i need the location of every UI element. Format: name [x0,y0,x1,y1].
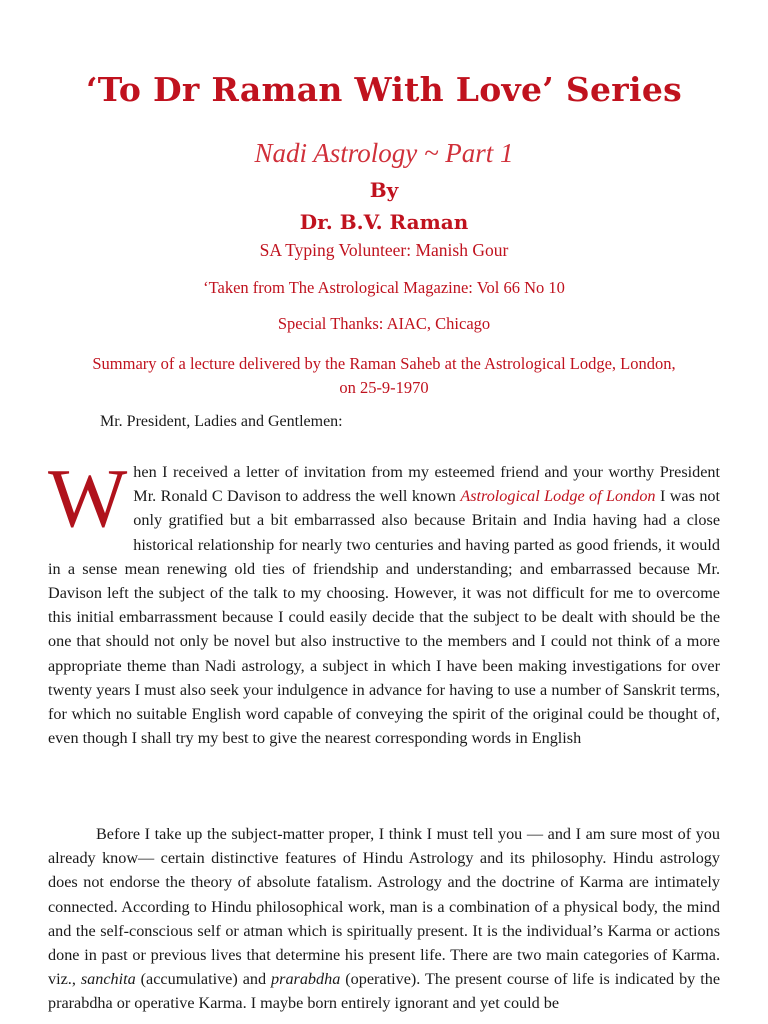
summary-line-2: on 25-9-1970 [339,378,429,397]
summary-line-1: Summary of a lecture delivered by the Raman Saheb at the Astrological Lodge, London, [92,354,676,373]
salutation: Mr. President, Ladies and Gentlemen: [100,413,343,430]
term-prarabdha: prarabdha [271,970,341,989]
paragraph-1 [48,452,721,750]
lecture-summary [40,352,728,400]
paragraph-2-text-c: (operative). The present course of life is indicated by the prarabdha or operative Karma. I maybe born entirely ignorant and yet could be [48,970,721,1013]
author-name: Dr. B.V. Raman [299,210,469,234]
special-thanks: Special Thanks: AIAC, Chicago [277,314,491,333]
paragraph-1-text-b: I was not only gratified but a bit embarrassed also because Britain and India having had a close historical relationship for nearly two centuries and having parted as good friends, it would in a sense mean renewing old ties of friendship and understanding; and embarrassed because Mr. Davison left the subject of the talk to my choosing. However, it was not difficult for me to overcome this initial embarrassment because I could easily decide that the subject to be dealt with should be the one that should not only be novel but also instructive to the members and I could not think of a more appropriate theme than Nadi astrology, a subject in which I have been making investigations for over twenty years I must also seek your indulgence in advance for having to use a number of Sanskrit terms, for which no suitable English word capable of conveying the spirit of the original could be thought of, even though I shall try my best to give the nearest corresponding words in English [48,487,721,748]
byline-label: By [369,178,399,202]
lodge-highlight: Astrological Lodge of London [460,487,656,506]
drop-cap: W [48,452,128,545]
typing-volunteer: SA Typing Volunteer: Manish Gour [259,240,509,260]
paragraph-2-text-b: (accumulative) and [135,970,272,989]
series-title: ‘To Dr Raman With Love’ Series [85,70,683,109]
term-sanchita: sanchita [80,970,136,989]
paragraph-1-text-a: hen I received a letter of invitation from my esteemed friend and your worthy President Mr. Ronald C Davison to address the well known [133,463,720,506]
paragraph-2 [48,822,720,1016]
article-subtitle: Nadi Astrology ~ Part 1 [254,138,514,168]
source-note: ‘Taken from The Astrological Magazine: Vol 66 No 10 [203,278,565,297]
paragraph-2-text-a: Before I take up the subject-matter proper, I think I must tell you — and I am sure most of you already know— certain distinctive features of Hindu Astrology and its philosophy. Hindu astrology does not endorse the theory of absolute fatalism. Astrology and the doctrine of Karma are intimately connected. According to Hindu philosophical work, man is a combination of a physical body, the mind and the self-conscious self or atman which is spiritually present. It is the individual’s Karma or actions done in past or previous lives that determine his present life. There are two main categories of Karma. viz., [48,825,720,989]
